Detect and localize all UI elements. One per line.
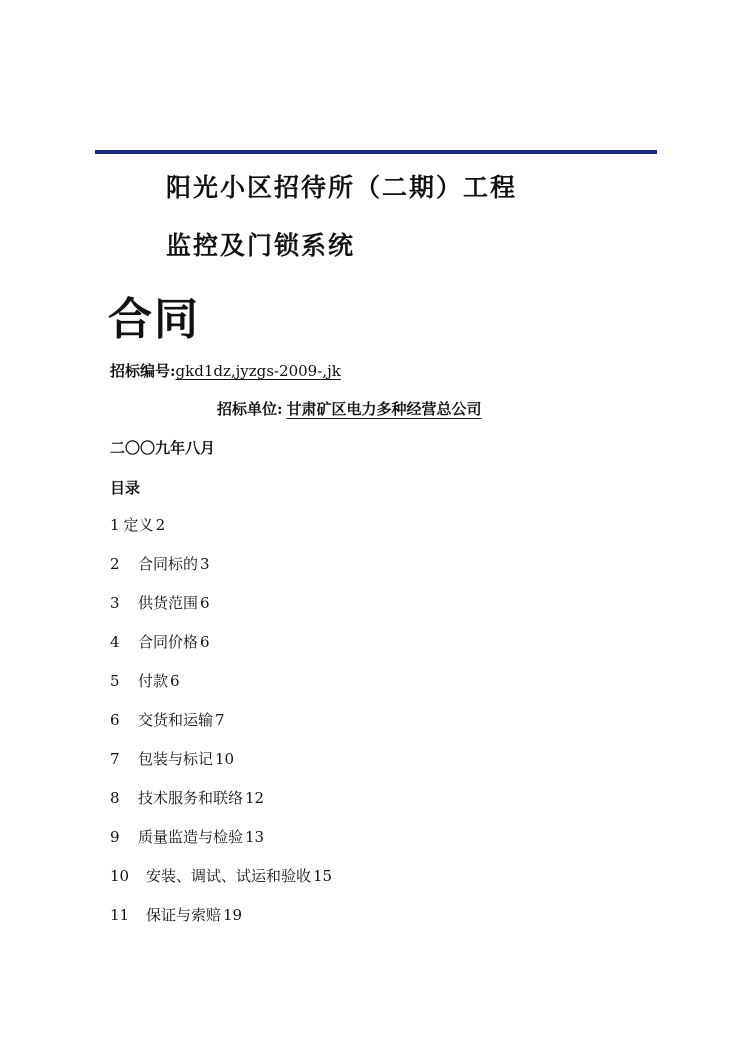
toc-item-title: 供货范围 bbox=[138, 594, 199, 612]
toc-item-number: 2 bbox=[110, 555, 120, 573]
document-title-line-2: 监控及门锁系统 bbox=[166, 231, 356, 260]
toc-item-number: 7 bbox=[110, 750, 120, 768]
toc-item[interactable] bbox=[110, 711, 332, 750]
bid-number-value: gkd1dz,jyzgs-2009-,jk bbox=[175, 362, 341, 380]
toc-item-number: 10 bbox=[110, 867, 130, 885]
bid-number bbox=[110, 360, 341, 381]
toc-item-title: 保证与索赔 bbox=[146, 906, 222, 924]
toc-title: 目录 bbox=[110, 479, 141, 497]
toc-item-title: 定义 bbox=[123, 516, 154, 534]
toc-item-page: 2 bbox=[155, 516, 166, 534]
toc-item-page: 19 bbox=[223, 906, 243, 924]
toc-item-page: 12 bbox=[245, 789, 265, 807]
document-date: 二〇〇九年八月 bbox=[110, 439, 216, 457]
toc-item-number: 8 bbox=[110, 789, 120, 807]
bid-number-label: 招标编号: bbox=[110, 362, 176, 380]
toc-item-title: 质量监造与检验 bbox=[138, 828, 244, 846]
toc-item-title: 安装、调试、试运和验收 bbox=[146, 867, 312, 885]
toc-item-page: 15 bbox=[313, 867, 333, 885]
toc-item-number: 4 bbox=[110, 633, 120, 651]
document-big-title: 合同 bbox=[108, 294, 200, 345]
toc-item-page: 6 bbox=[200, 633, 210, 651]
toc-item[interactable] bbox=[110, 906, 332, 945]
bid-unit bbox=[217, 398, 482, 419]
toc-item-title: 包装与标记 bbox=[138, 750, 214, 768]
toc-item-number: 3 bbox=[110, 594, 120, 612]
toc-item[interactable] bbox=[110, 828, 332, 867]
bid-unit-label: 招标单位: bbox=[217, 400, 283, 418]
toc-item-number: 1 bbox=[110, 516, 120, 534]
toc-item-number: 5 bbox=[110, 672, 120, 690]
toc-item-number: 9 bbox=[110, 828, 120, 846]
toc-item[interactable] bbox=[110, 789, 332, 828]
toc-item[interactable] bbox=[110, 516, 332, 555]
toc-item[interactable] bbox=[110, 633, 332, 672]
toc-item-page: 10 bbox=[215, 750, 235, 768]
toc-item-number: 11 bbox=[110, 906, 130, 924]
toc-item[interactable] bbox=[110, 750, 332, 789]
toc-item-page: 7 bbox=[215, 711, 225, 729]
toc-item-page: 6 bbox=[200, 594, 210, 612]
toc-item-title: 付款 bbox=[138, 672, 169, 690]
toc-item-title: 合同价格 bbox=[138, 633, 199, 651]
toc-item-title: 合同标的 bbox=[138, 555, 199, 573]
bid-unit-value: 甘肃矿区电力多种经营总公司 bbox=[286, 400, 482, 418]
document-title-line-1: 阳光小区招待所（二期）工程 bbox=[166, 173, 518, 202]
toc-item[interactable] bbox=[110, 555, 332, 594]
toc-item-number: 6 bbox=[110, 711, 120, 729]
toc-item-page: 3 bbox=[200, 555, 210, 573]
toc-item-title: 技术服务和联络 bbox=[138, 789, 244, 807]
toc-item-page: 6 bbox=[170, 672, 180, 690]
toc-item[interactable] bbox=[110, 594, 332, 633]
toc-item-page: 13 bbox=[245, 828, 265, 846]
header-rule bbox=[95, 150, 657, 154]
toc-item[interactable] bbox=[110, 867, 332, 906]
toc-item[interactable] bbox=[110, 672, 332, 711]
toc-item-title: 交货和运输 bbox=[138, 711, 214, 729]
table-of-contents bbox=[110, 516, 332, 945]
